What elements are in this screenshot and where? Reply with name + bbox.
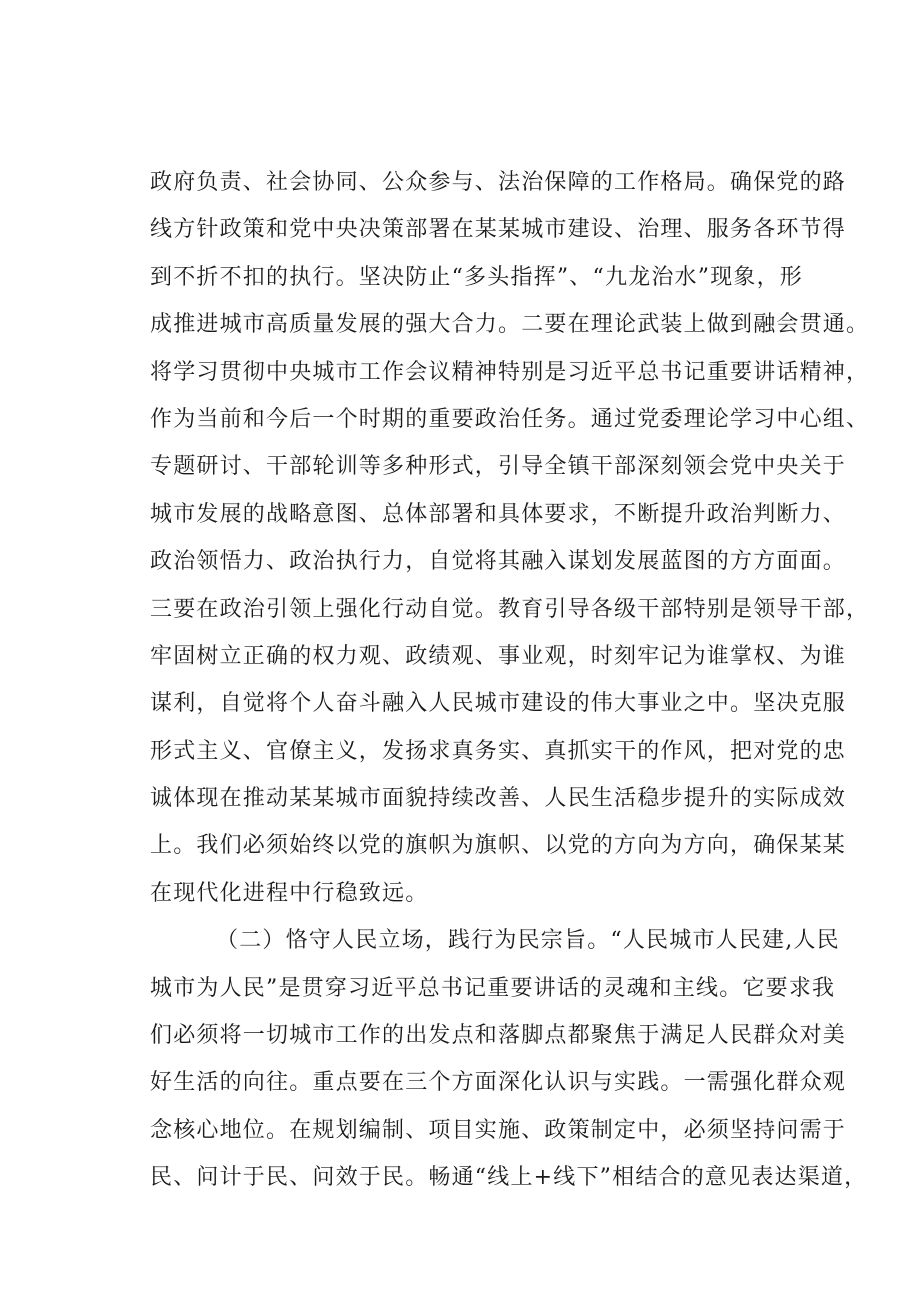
text-line: 在现代化进程中行稳致远。 xyxy=(150,880,429,906)
text-line: 上。我们必须始终以党的旗帜为旗帜、以党的方向为方向，确保某某 xyxy=(150,833,847,859)
body-text xyxy=(150,159,870,1202)
text-line: 线方针政策和党中央决策部署在某某城市建设、治理、服务各环节得 xyxy=(150,217,847,243)
text-line: 将学习贯彻中央城市工作会议精神特别是习近平总书记重要讲话精神， xyxy=(150,359,870,385)
text-line: 作为当前和今后一个时期的重要政治任务。通过党委理论学习中心组、 xyxy=(150,406,870,432)
text-line: 们必须将一切城市工作的出发点和落脚点都聚焦于满足人民群众对美 xyxy=(150,1023,847,1049)
text-line: 专题研讨、干部轮训等多种形式，引导全镇干部深刻领会党中央关于 xyxy=(150,454,847,480)
text-line: 牢固树立正确的权力观、政绩观、事业观，时刻牢记为谁掌权、为谁 xyxy=(150,643,847,669)
text-line: 民、问计于民、问效于民。畅通“线上+线下”相结合的意见表达渠道， xyxy=(150,1165,868,1191)
text-line: 到不折不扣的执行。坚决防止“多头指挥”、“九龙治水”现象，形 xyxy=(150,264,803,290)
section-heading-line: （二）恪守人民立场，践行为民宗旨。“人民城市人民建,人民 xyxy=(216,928,840,954)
text-line: 成推进城市高质量发展的强大合力。二要在理论武装上做到融会贯通。 xyxy=(150,312,870,338)
text-line: 三要在政治引领上强化行动自觉。教育引导各级干部特别是领导干部， xyxy=(150,596,870,622)
text-line: 政府负责、社会协同、公众参与、法治保障的工作格局。确保党的路 xyxy=(150,170,847,195)
text-line: 诚体现在推动某某城市面貌持续改善、人民生活稳步提升的实际成效 xyxy=(150,786,847,812)
text-line: 念核心地位。在规划编制、项目实施、政策制定中，必须坚持问需于 xyxy=(150,1117,847,1143)
text-line: 政治领悟力、政治执行力，自觉将其融入谋划发展蓝图的方方面面。 xyxy=(150,549,847,575)
text-line: 形式主义、官僚主义，发扬求真务实、真抓实干的作风，把对党的忠 xyxy=(150,738,847,764)
text-line: 城市发展的战略意图、总体部署和具体要求，不断提升政治判断力、 xyxy=(150,501,847,527)
text-line: 城市为人民”是贯穿习近平总书记重要讲话的灵魂和主线。它要求我 xyxy=(150,975,836,1001)
text-line: 谋利，自觉将个人奋斗融入人民城市建设的伟大事业之中。坚决克服 xyxy=(150,691,847,717)
text-line: 好生活的向往。重点要在三个方面深化认识与实践。一需强化群众观 xyxy=(150,1070,847,1096)
